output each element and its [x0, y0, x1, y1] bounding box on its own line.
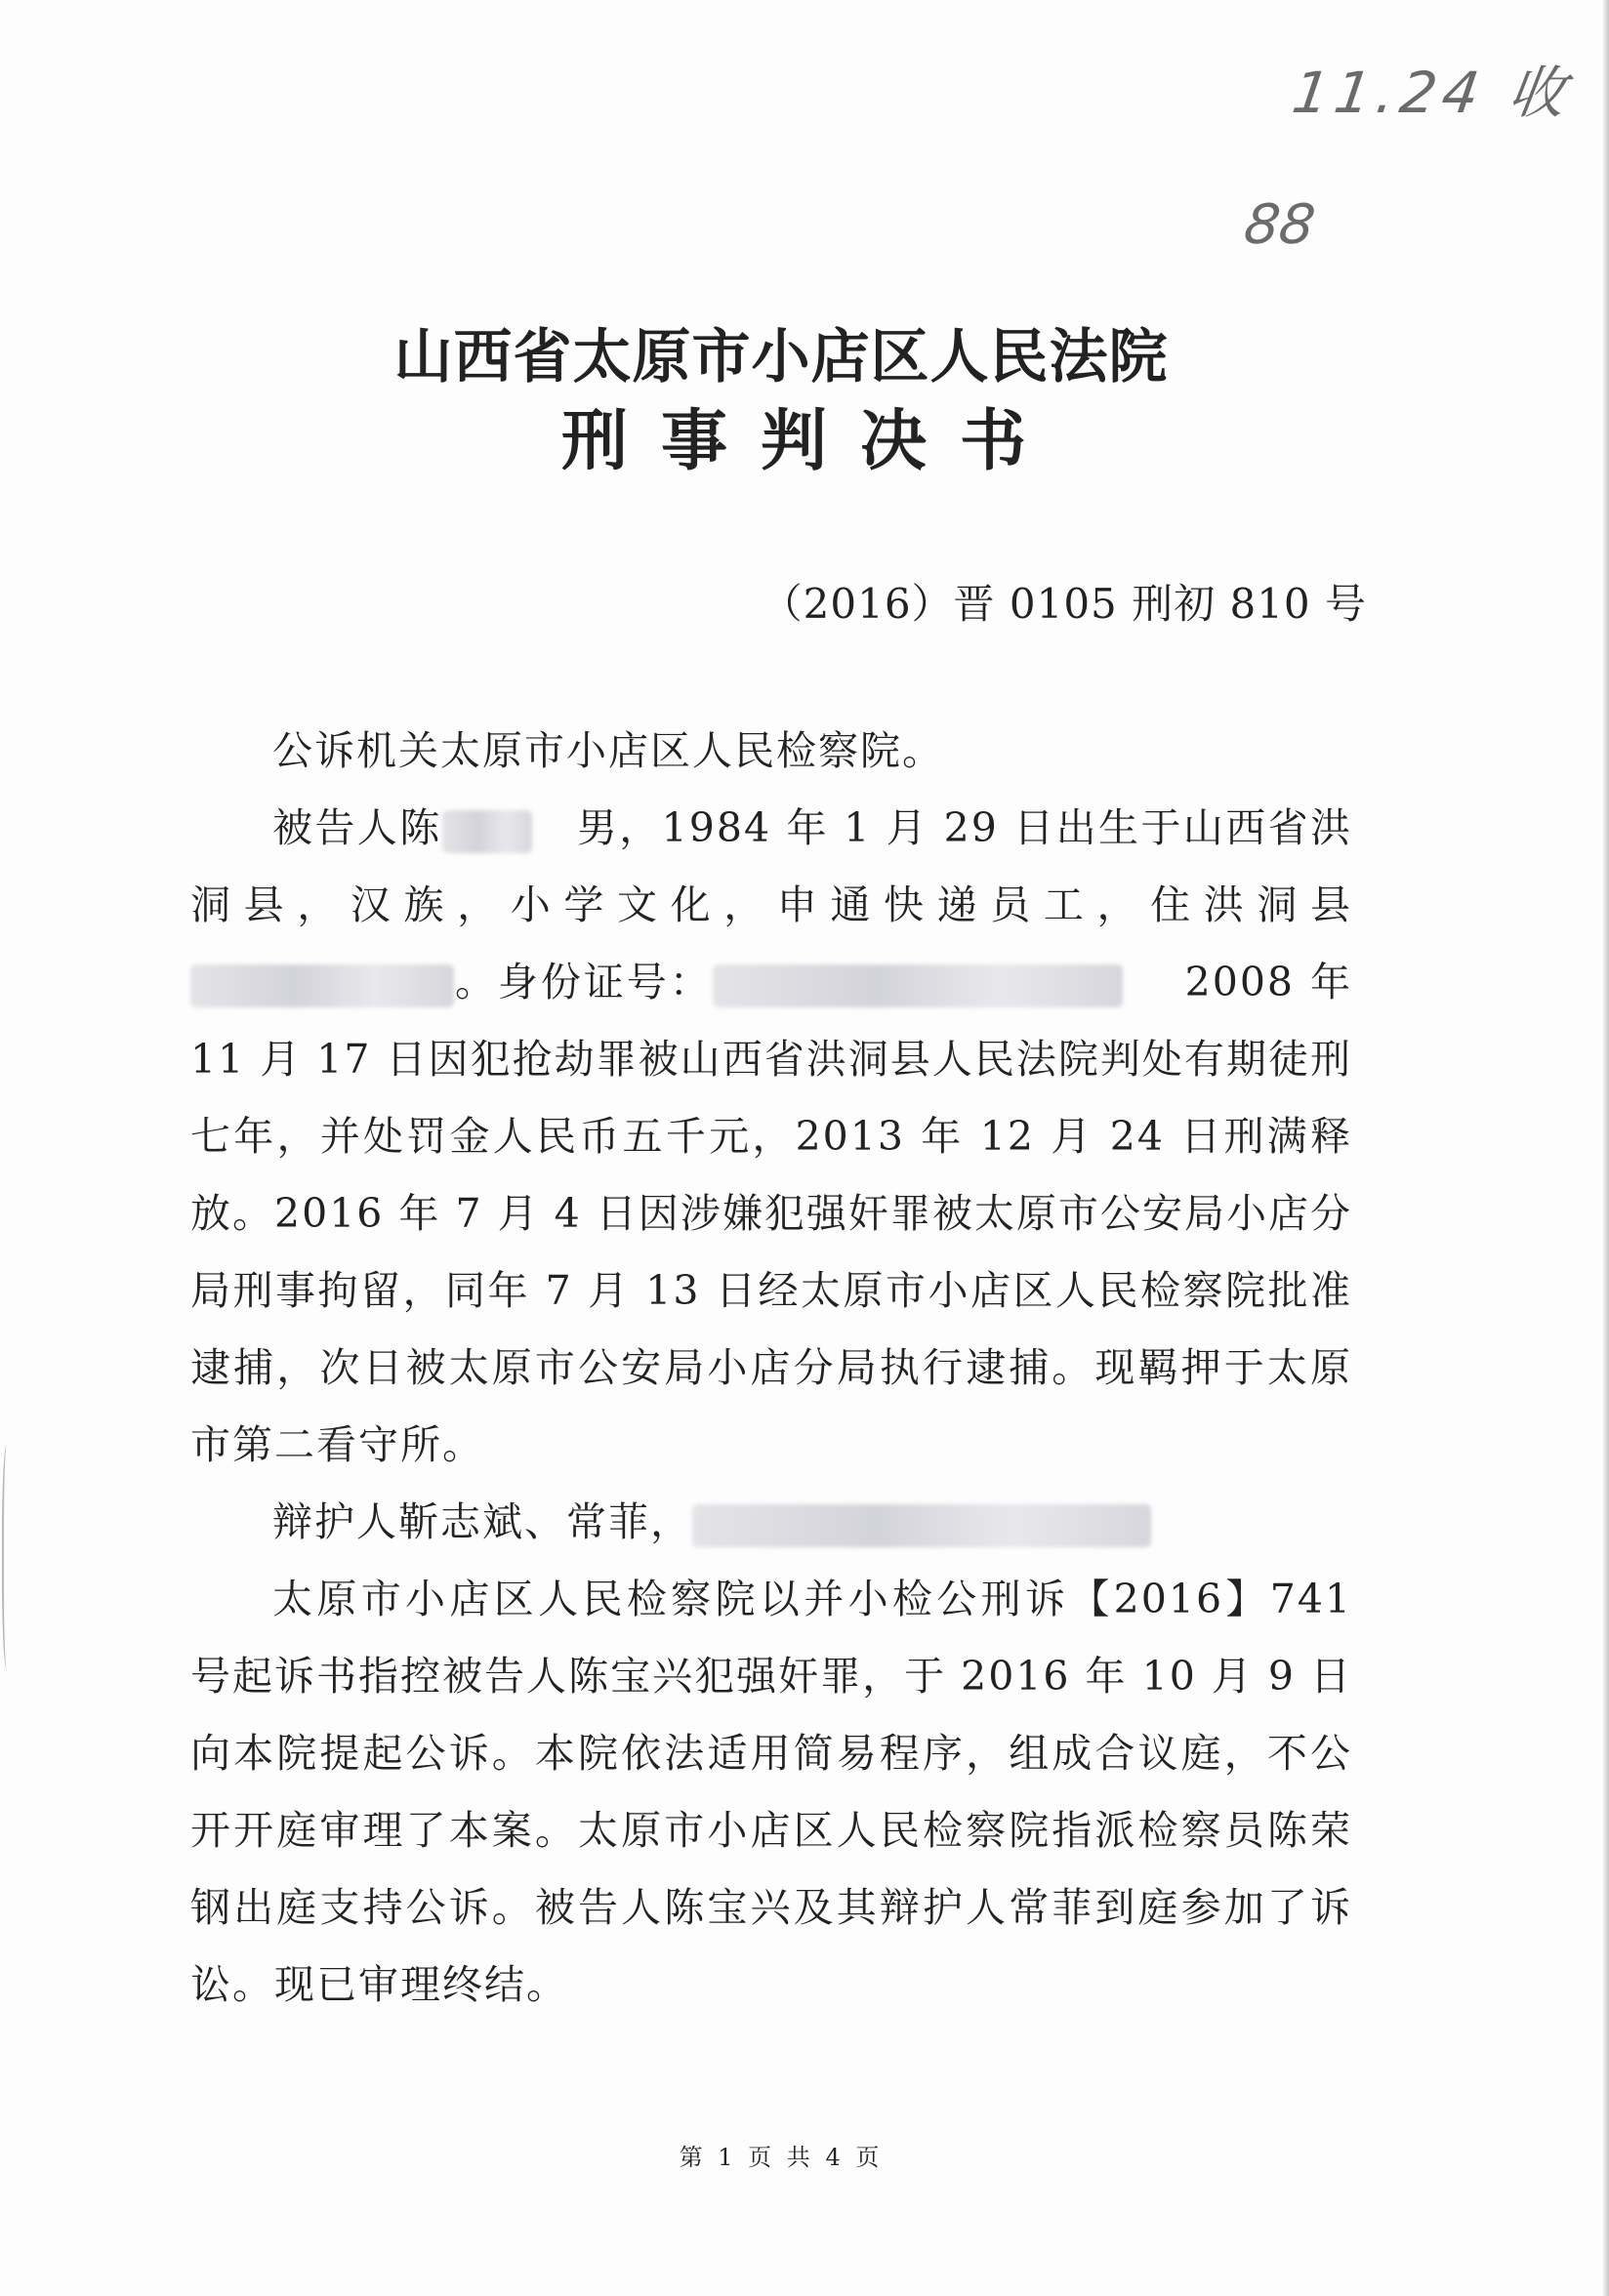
defendant-text-4: 2008 年 11 月 17 日因犯抢劫罪被山西省洪洞县人民法院判处有期徒刑七年，并处罚金人民币五千元，2013 年 12 月 24 日刑满释放。2016 年 7 月 4 日因涉嫌犯强奸罪被太原市公安局小店分局刑事拘留，同年 7 月 13 日经太原市小店区人民检察院批准逮捕，次日被太原市公安局小店分局执行逮捕。现羁押于太原市第二看守所。 — [190, 959, 1353, 1468]
defendant-text-2: 男，1984 年 1 月 29 日出生于山西省洪洞县，汉族，小学文化，申通快递员工，住洪洞县 — [190, 804, 1352, 928]
redacted-law-firm — [692, 1504, 1151, 1547]
handwritten-page-number: 88 — [1240, 193, 1319, 257]
paragraph-defense-counsel — [190, 1484, 1352, 1561]
redacted-address — [190, 964, 454, 1007]
paragraph-prosecution-summary: 太原市小店区人民检察院以并小检公刑诉【2016】741 号起诉书指控被告人陈宝兴犯强奸罪，于 2016 年 10 月 9 日向本院提起公诉。本院依法适用简易程序，组成合议庭，不公开开庭审理了本案。太原市小店区人民检察院指派检察员陈荣钢出庭支持公诉。被告人陈宝兴及其辩护人常菲到庭参加了诉讼。现已审理终结。 — [190, 1576, 1352, 2008]
redacted-name — [442, 810, 532, 853]
handwritten-received-note: 11.24 收 — [1288, 60, 1576, 126]
scan-mark — [2, 1445, 14, 1669]
defendant-text-1: 被告人陈 — [272, 804, 442, 851]
page-footer: 第 1 页 共 4 页 — [679, 2144, 884, 2171]
case-number: （2016）晋 0105 刑初 810 号 — [761, 580, 1367, 628]
court-name: 山西省太原市小店区人民法院 — [393, 323, 1169, 391]
paragraph-prosecutor: 公诉机关太原市小店区人民检察院。 — [272, 727, 944, 774]
scan-edge — [1603, 0, 1609, 2296]
judgment-body — [190, 713, 1352, 2024]
defendant-text-3: 。身份证号： — [454, 959, 713, 1005]
redacted-id-number — [713, 964, 1123, 1007]
document-title: 刑事判决书 — [560, 402, 1059, 480]
defense-counsel-text: 辩护人靳志斌、常菲， — [272, 1498, 692, 1545]
paragraph-defendant — [190, 790, 1352, 1484]
